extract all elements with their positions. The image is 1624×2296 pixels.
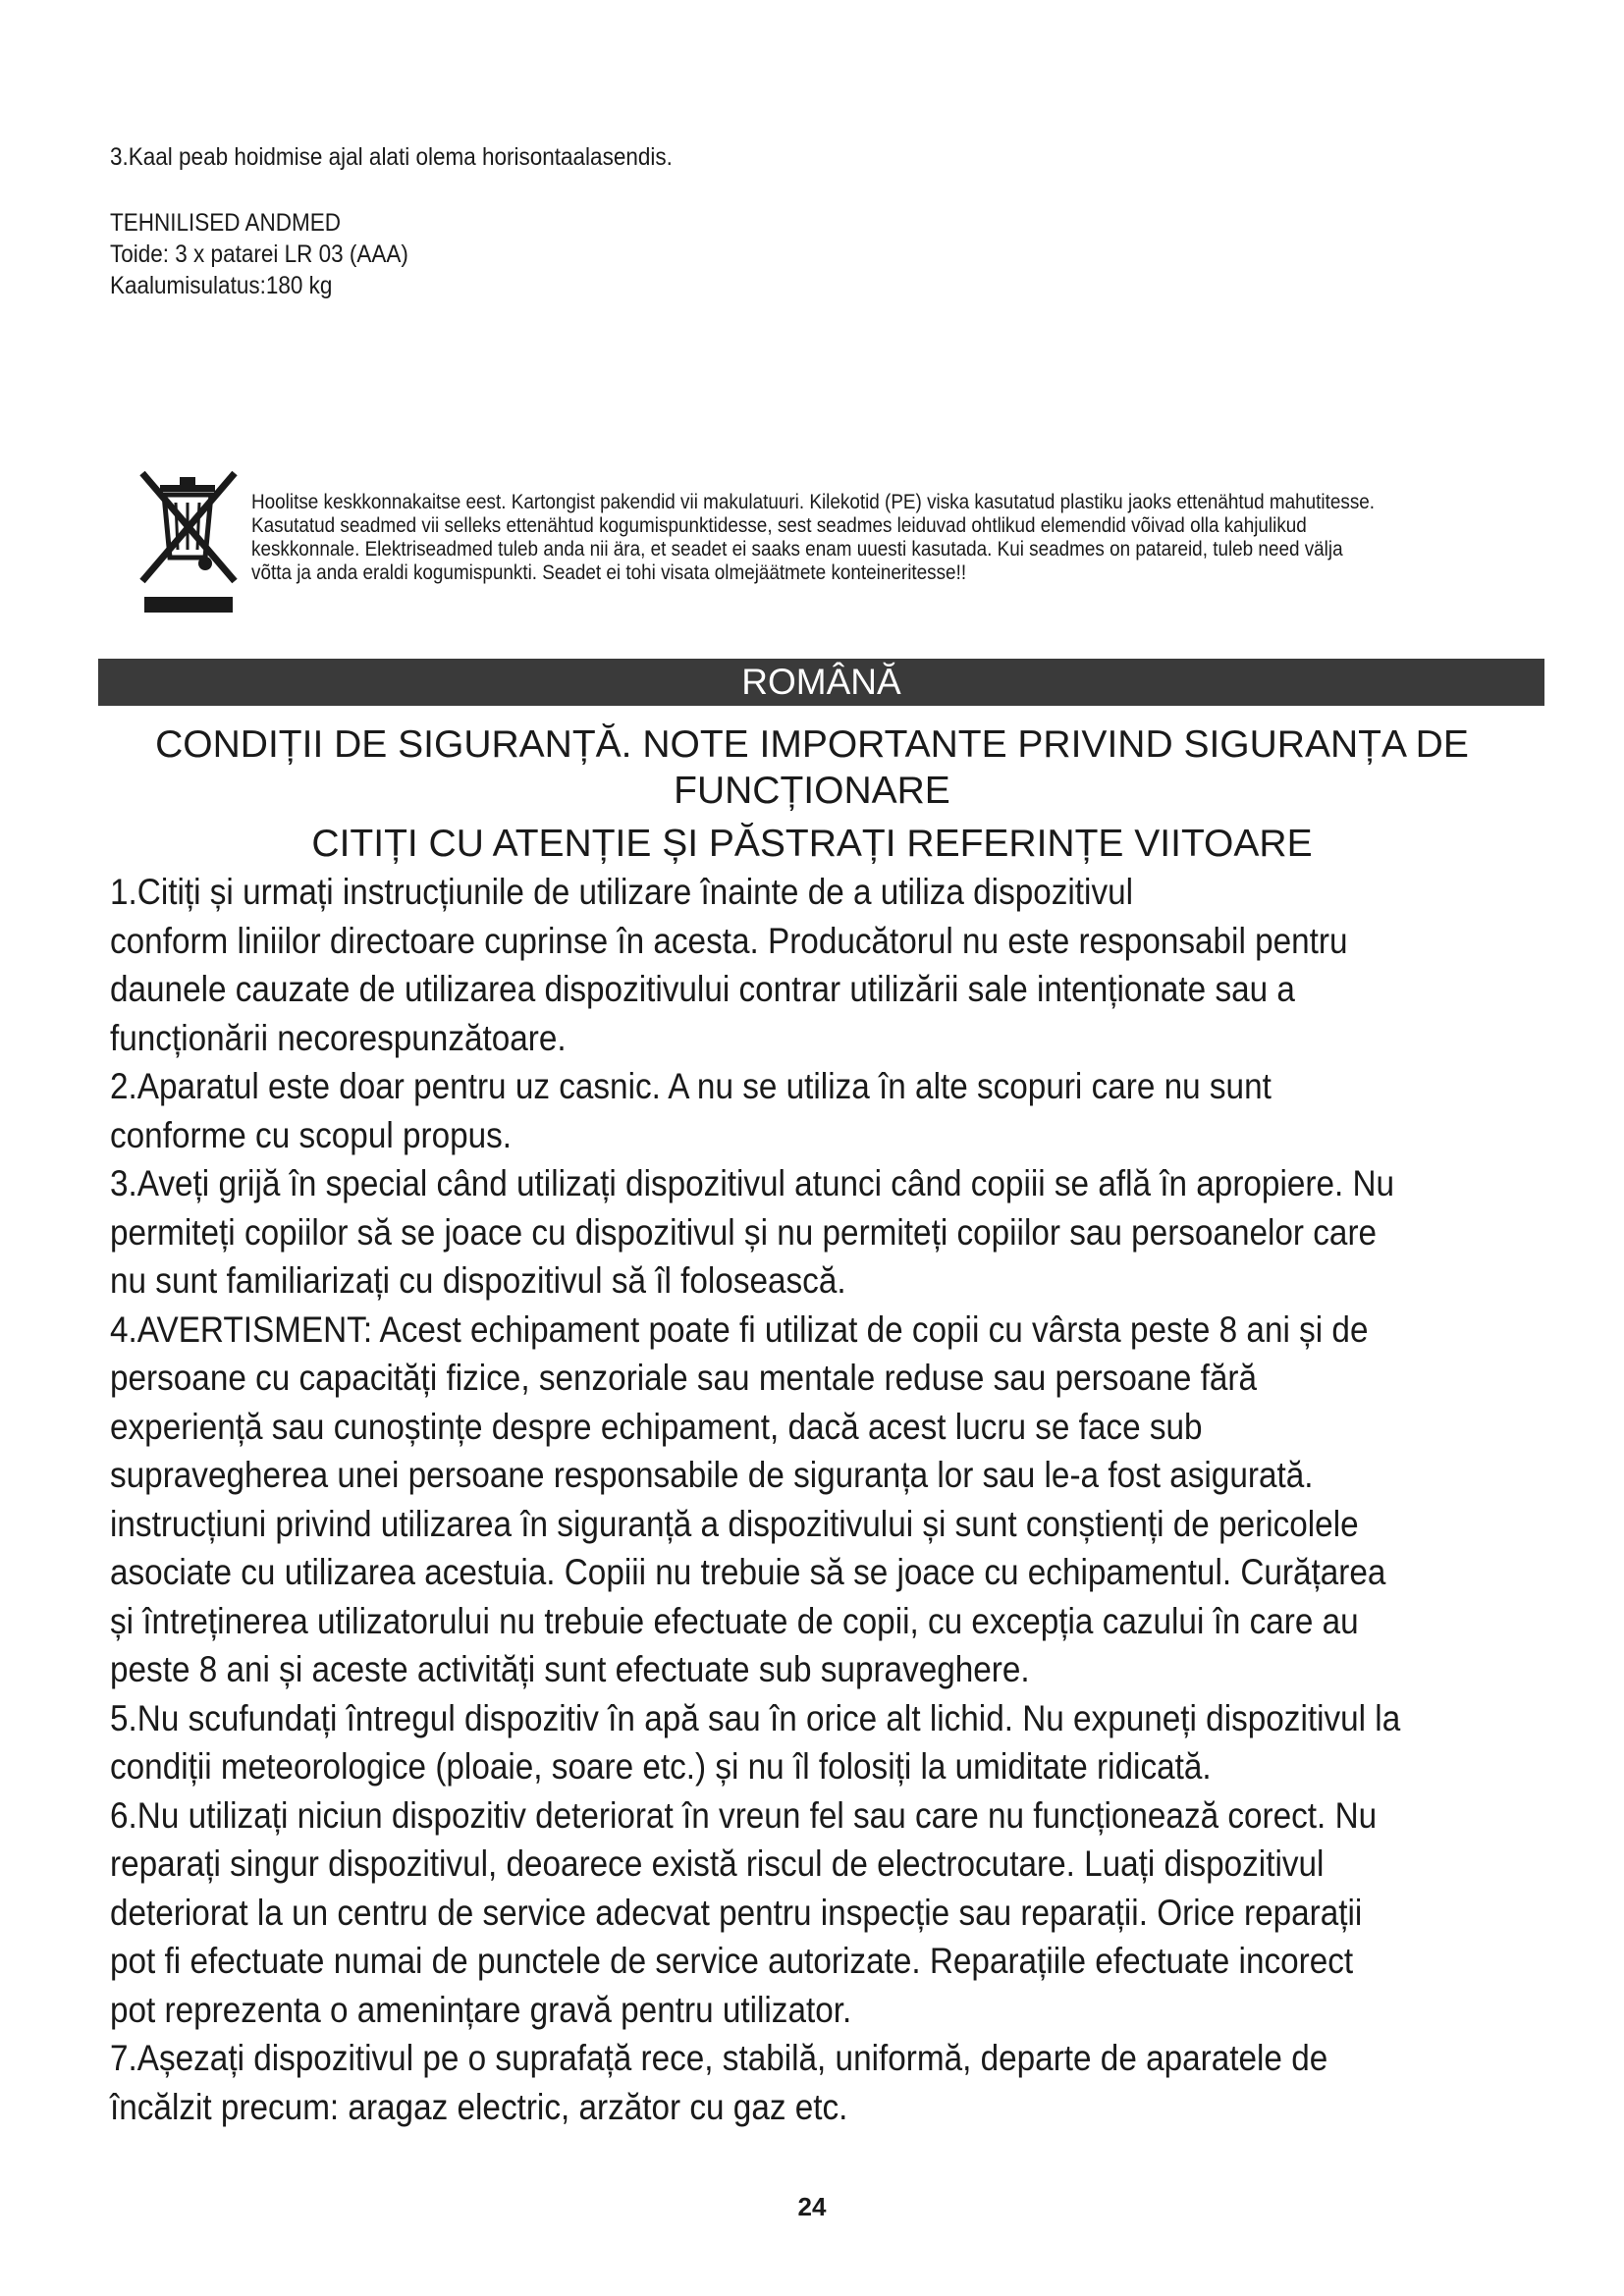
instruction-line: 2.Aparatul este doar pentru uz casnic. A nu se utiliza în alte scopuri care nu sunt: [110, 1066, 1272, 1106]
technical-data-title: TEHNILISED ANDMED: [110, 209, 342, 237]
recycling-notice-line: Hoolitse keskkonnakaitse eest. Kartongist pakendid vii makulatuuri. Kilekotid (PE) viska kasutatud plastiku jaoks ettenähtud mahutitesse.: [251, 491, 1376, 513]
instruction-line: 4.AVERTISMENT: Acest echipament poate fi utilizat de copii cu vârsta peste 8 ani și de: [110, 1308, 1369, 1350]
instruction-line: încălzit precum: aragaz electric, arzător cu gaz etc.: [110, 2086, 848, 2127]
instruction-line: supravegherea unei persoane responsabile de siguranța lor sau le-a fost asigurată.: [110, 1455, 1314, 1495]
instruction-line: daunele cauzate de utilizarea dispozitivului contrar utilizării sale intenționate sau a: [110, 969, 1295, 1009]
instruction-line: nu sunt familiarizați cu dispozitivul să îl folosească.: [110, 1260, 846, 1301]
instruction-line: 5.Nu scufundați întregul dispozitiv în apă sau în orice alt lichid. Nu expuneți dispozitivul la: [110, 1697, 1401, 1738]
instruction-line: experiență sau cunoștințe despre echipament, dacă acest lucru se face sub: [110, 1406, 1203, 1447]
safety-heading-line1: CONDIȚII DE SIGURANȚĂ. NOTE IMPORTANTE PRIVIND SIGURANȚA DE: [155, 723, 1469, 766]
power-spec: Toide: 3 x patarei LR 03 (AAA): [110, 240, 408, 268]
safety-subheading: CITIȚI CU ATENȚIE ȘI PĂSTRAȚI REFERINȚE VIITOARE: [311, 823, 1313, 865]
recycling-notice-line: võtta ja anda eraldi kogumispunkti. Seadet ei tohi visata olmejäätmete konteineritesse!!: [251, 561, 967, 584]
instruction-line: condiții meteorologice (ploaie, soare etc.) și nu îl folosiți la umiditate ridicată.: [110, 1746, 1212, 1787]
instruction-line: peste 8 ani și aceste activități sunt efectuate sub supraveghere.: [110, 1649, 1030, 1689]
instruction-line: permiteți copiilor să se joace cu dispozitivul și nu permiteți copiilor sau persoanelor care: [110, 1211, 1378, 1253]
safety-heading-line2: FUNCȚIONARE: [674, 770, 950, 812]
crossed-out-wheelie-bin-icon: [131, 459, 246, 620]
estonian-step-note: 3.Kaal peab hoidmise ajal alati olema horisontaalasendis.: [110, 143, 673, 171]
recycling-notice-line: keskkonnale. Elektriseadmed tuleb anda nii ära, et seadet ei saaks enam uuesti kasutada. Kui seadmes on patareid, tuleb need välja: [251, 538, 1343, 561]
instruction-line: reparați singur dispozitivul, deoarece există riscul de electrocutare. Luați dispozitivul: [110, 1843, 1325, 1884]
instruction-line: 7.Așezați dispozitivul pe o suprafață rece, stabilă, uniformă, departe de aparatele de: [110, 2038, 1328, 2078]
language-section-band: [98, 659, 1544, 706]
instruction-line: conform liniilor directoare cuprinse în acesta. Producătorul nu este responsabil pentru: [110, 920, 1348, 961]
instruction-line: și întreținerea utilizatorului nu trebuie efectuate de copii, cu excepția cazului în care au: [110, 1600, 1359, 1641]
load-range-spec: Kaalumisulatus:180 kg: [110, 272, 333, 299]
instruction-line: 1.Citiți și urmați instrucțiunile de utilizare înainte de a utiliza dispozitivul: [110, 872, 1134, 912]
recycling-notice: [251, 491, 1506, 585]
instruction-line: pot reprezenta o amenințare gravă pentru utilizator.: [110, 1989, 852, 2030]
instruction-line: persoane cu capacități fizice, senzoriale sau mentale reduse sau persoane fără: [110, 1358, 1258, 1398]
safety-instructions: [110, 868, 1435, 2131]
page-number: 24: [797, 2192, 827, 2221]
instruction-line: deteriorat la un centru de service adecvat pentru inspecție sau reparații. Orice reparații: [110, 1892, 1363, 1933]
language-label: ROMÂNĂ: [741, 662, 901, 702]
recycling-notice-line: Kasutatud seadmed vii selleks ettenähtud kogumispunktidesse, sest seadmes leiduvad ohtlikud elemendid võivad olla kahjulikud: [251, 514, 1307, 537]
instruction-line: asociate cu utilizarea acestuia. Copiii nu trebuie să se joace cu echipamentul. Curățarea: [110, 1552, 1386, 1592]
instruction-line: 6.Nu utilizați niciun dispozitiv deteriorat în vreun fel sau care nu funcționează corect. Nu: [110, 1794, 1378, 1836]
instruction-line: instrucțiuni privind utilizarea în siguranță a dispozitivului și sunt conștienți de pericolele: [110, 1503, 1359, 1544]
instruction-line: funcționării necorespunzătoare.: [110, 1017, 567, 1058]
instruction-line: pot fi efectuate numai de punctele de service autorizate. Reparațiile efectuate incorect: [110, 1941, 1354, 1981]
instruction-line: conforme cu scopul propus.: [110, 1114, 513, 1155]
instruction-line: 3.Aveți grijă în special când utilizați dispozitivul atunci când copiii se află în apropiere. Nu: [110, 1163, 1395, 1203]
